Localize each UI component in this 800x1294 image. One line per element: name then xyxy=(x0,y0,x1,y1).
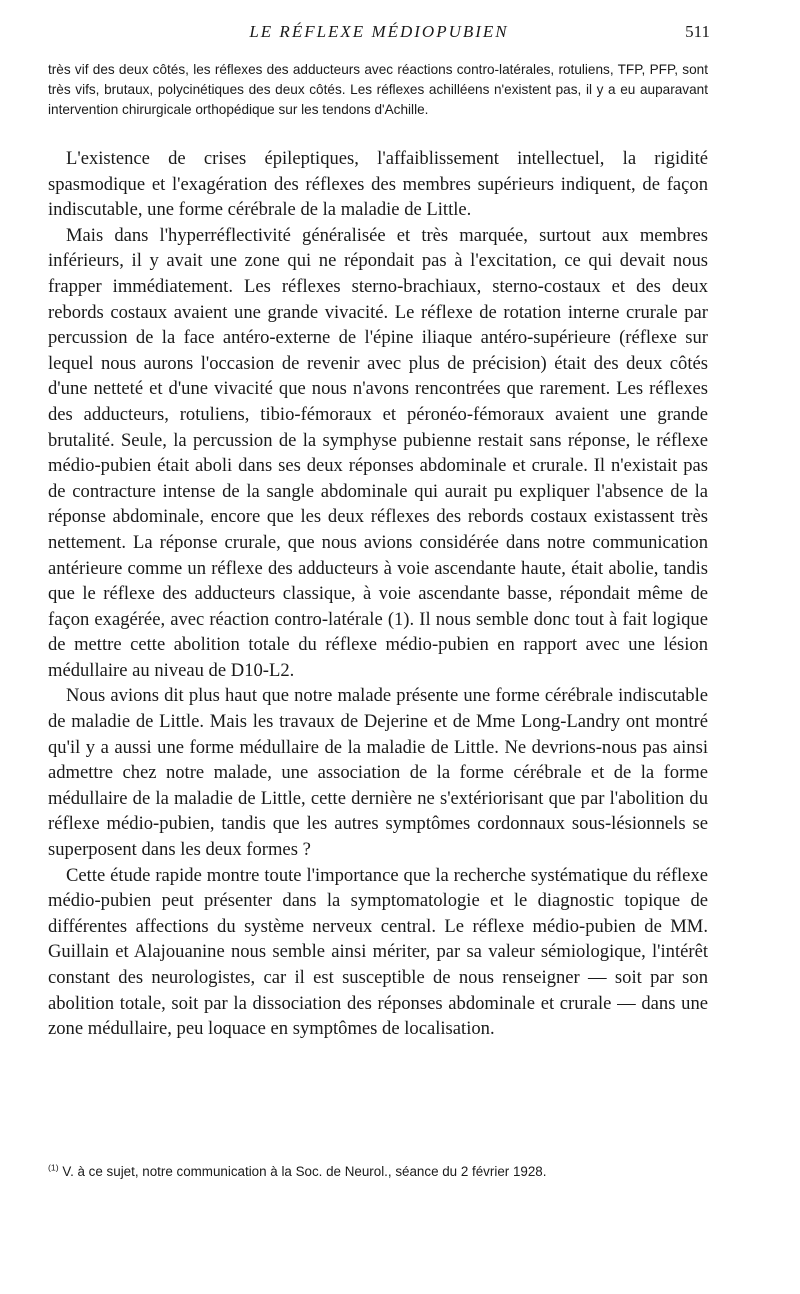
footnote xyxy=(48,1162,708,1181)
paragraph-2: Mais dans l'hyperréflectivité généralisée et très marquée, surtout aux membres inférieurs, il y avait une zone qui ne répondait pas à l'excitation, ce qui devait nous frapper immédiatement. Les réflexes sterno-brachiaux, sterno-costaux et des deux rebords costaux avaient une grande vivacité. Le réflexe de rotation interne crurale par percussion de la face antéro-externe de l'épine iliaque antéro-supérieure (réflexe sur lequel nous aurons l'occasion de revenir avec plus de précision) était des deux côtés d'une netteté et d'une vivacité que nous n'avons rencontrées que rarement. Les réflexes des adducteurs, rotuliens, tibio-fémoraux et péronéo-fémoraux avaient une grande brutalité. Seule, la percussion de la symphyse pubienne restait sans réponse, le réflexe médio-pubien était aboli dans ses deux réponses abdominale et crurale. Il n'existait pas de contracture intense de la sangle abdominale qui aurait pu expliquer l'absence de la réponse abdominale, encore que les deux réflexes des rebords costaux existassent très nettement. La réponse crurale, que nous avions considérée dans notre communication antérieure comme un réflexe des adducteurs à voie ascendante haute, était abolie, tandis que le réflexe des adducteurs classique, à voie ascendante basse, répondait même de façon exagérée, avec réaction contro-latérale (1). Il nous semble donc tout à fait logique de mettre cette abolition totale du réflexe médio-pubien en rapport avec une lésion médullaire au niveau de D10-L2. xyxy=(48,224,708,681)
footnote-text: V. à ce sujet, notre communication à la Soc. de Neurol., séance du 2 février 1928. xyxy=(62,1164,547,1179)
page-header xyxy=(48,22,710,50)
footnote-marker: (1) xyxy=(48,1162,59,1173)
paragraph-4: Cette étude rapide montre toute l'importance que la recherche systématique du réflexe médio-pubien peut présenter dans la symptomatologie et le diagnostic topique de différentes affections du système nerveux central. Le réflexe médio-pubien de MM. Guillain et Alajouanine nous semble ainsi mériter, par sa valeur sémiologique, l'intérêt constant des neurologistes, car il est susceptible de nous renseigner — soit par son abolition totale, soit par la dissociation des réponses abdominale et crurale — dans une zone médullaire, peu loquace en symptômes de localisation. xyxy=(48,864,708,1040)
body-text xyxy=(48,146,708,1042)
running-title: LE RÉFLEXE MÉDIOPUBIEN xyxy=(249,22,509,41)
paragraph-1: L'existence de crises épileptiques, l'affaiblissement intellectuel, la rigidité spasmodique et l'exagération des réflexes des membres supérieurs indiquent, de façon indiscutable, une forme cérébrale de la maladie de Little. xyxy=(48,148,708,221)
case-summary-text: très vif des deux côtés, les réflexes des adducteurs avec réactions contro-latérales, rotuliens, TFP, PFP, sont très vifs, brutaux, polycinétiques des deux côtés. Les réflexes achilléens n'existent pas, il y a eu auparavant intervention chirurgicale orthopédique sur les tendons d'Achille. xyxy=(48,62,708,117)
paragraph-3: Nous avions dit plus haut que notre malade présente une forme cérébrale indiscutable de maladie de Little. Mais les travaux de Dejerine et de Mme Long-Landry ont montré qu'il y a aussi une forme médullaire de la maladie de Little. Ne devrions-nous pas ainsi admettre chez notre malade, une association de la forme cérébrale et de la forme médullaire de la maladie de Little, cette dernière ne s'extériorisant que par l'abolition du réflexe médio-pubien, tandis que les autres symptômes cordonnaux sous-lésionnels se superposent dans les deux formes ? xyxy=(48,685,708,861)
page-number: 511 xyxy=(685,22,710,41)
